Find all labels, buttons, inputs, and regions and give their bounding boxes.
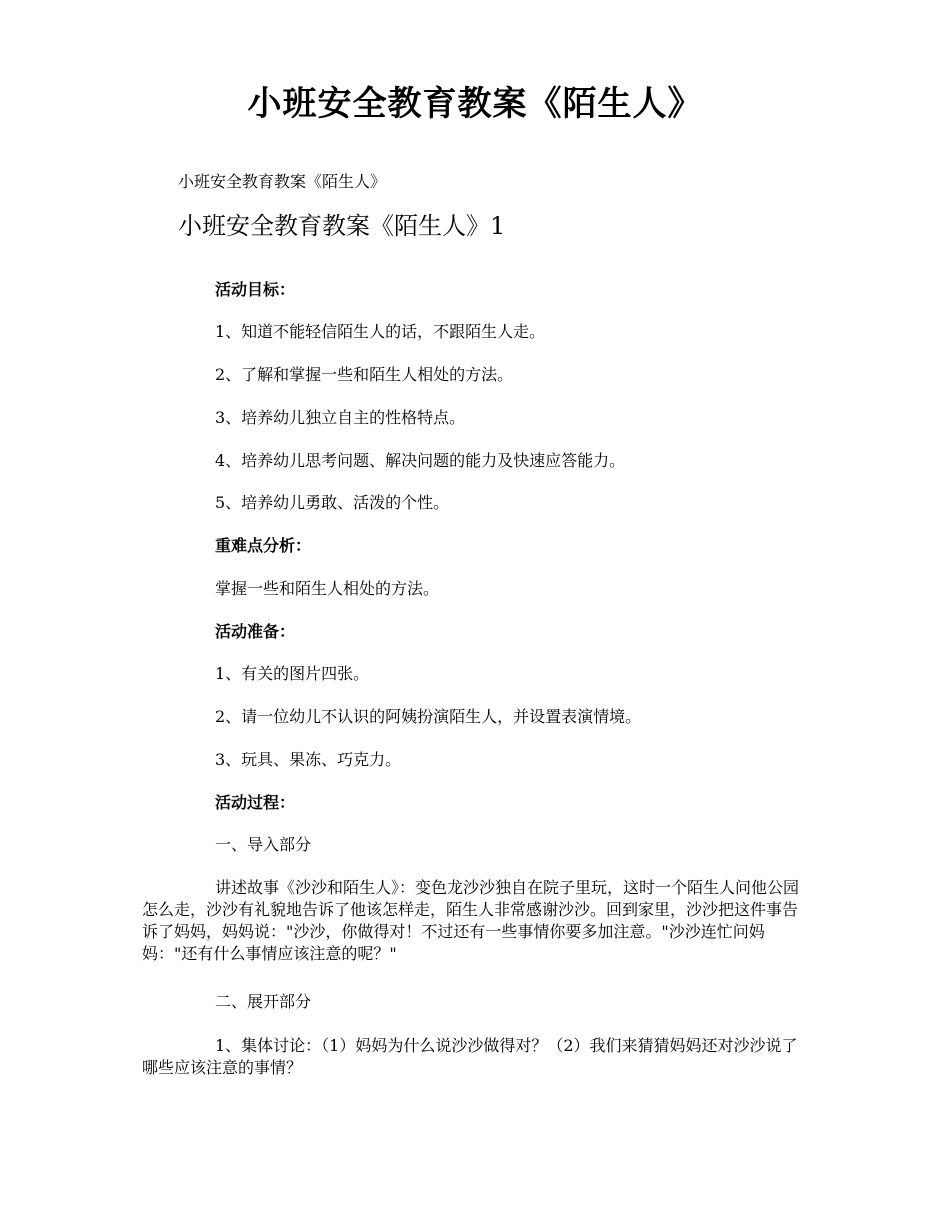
process-part1-title: 一、导入部分: [215, 835, 312, 854]
goal-item-4: 4、培养幼儿思考问题、解决问题的能力及快速应答能力。: [215, 451, 626, 470]
goals-label: 活动目标：: [215, 280, 296, 299]
key-points-label: 重难点分析：: [215, 536, 312, 555]
goal-item-2: 2、了解和掌握一些和陌生人相处的方法。: [215, 365, 514, 384]
preparation-item-1: 1、有关的图片四张。: [215, 664, 370, 683]
key-points-text: 掌握一些和陌生人相处的方法。: [215, 579, 440, 598]
goal-item-1: 1、知道不能轻信陌生人的话，不跟陌生人走。: [215, 322, 546, 341]
goal-item-5: 5、培养幼儿勇敢、活泼的个性。: [215, 493, 450, 512]
preparation-item-2: 2、请一位幼儿不认识的阿姨扮演陌生人，并设置表演情境。: [215, 707, 642, 726]
process-part1-paragraph: 讲述故事《沙沙和陌生人》：变色龙沙沙独自在院子里玩，这时一个陌生人问他公园怎么走，沙沙有礼貌地告诉了他该怎样走，陌生人非常感谢沙沙。回到家里，沙沙把这件事告诉了妈妈，妈妈说："沙沙，你做得对！不过还有一些事情你要多加注意。"沙沙连忙问妈妈："还有什么事情应该注意的呢？": [142, 878, 800, 963]
process-part2-title: 二、展开部分: [215, 992, 312, 1011]
goal-item-3: 3、培养幼儿独立自主的性格特点。: [215, 408, 466, 427]
preparation-item-3: 3、玩具、果冻、巧克力。: [215, 750, 402, 769]
document-title: 小班安全教育教案《陌生人》: [247, 84, 703, 124]
process-part2-paragraph: 1、集体讨论：（1）妈妈为什么说沙沙做得对？（2）我们来猜猜妈妈还对沙沙说了哪些应该注意的事情？: [142, 1036, 798, 1077]
document-subtitle: 小班安全教育教案《陌生人》: [178, 172, 387, 191]
process-label: 活动过程：: [215, 793, 296, 812]
section-heading: 小班安全教育教案《陌生人》1: [178, 212, 506, 240]
preparation-label: 活动准备：: [215, 622, 296, 641]
